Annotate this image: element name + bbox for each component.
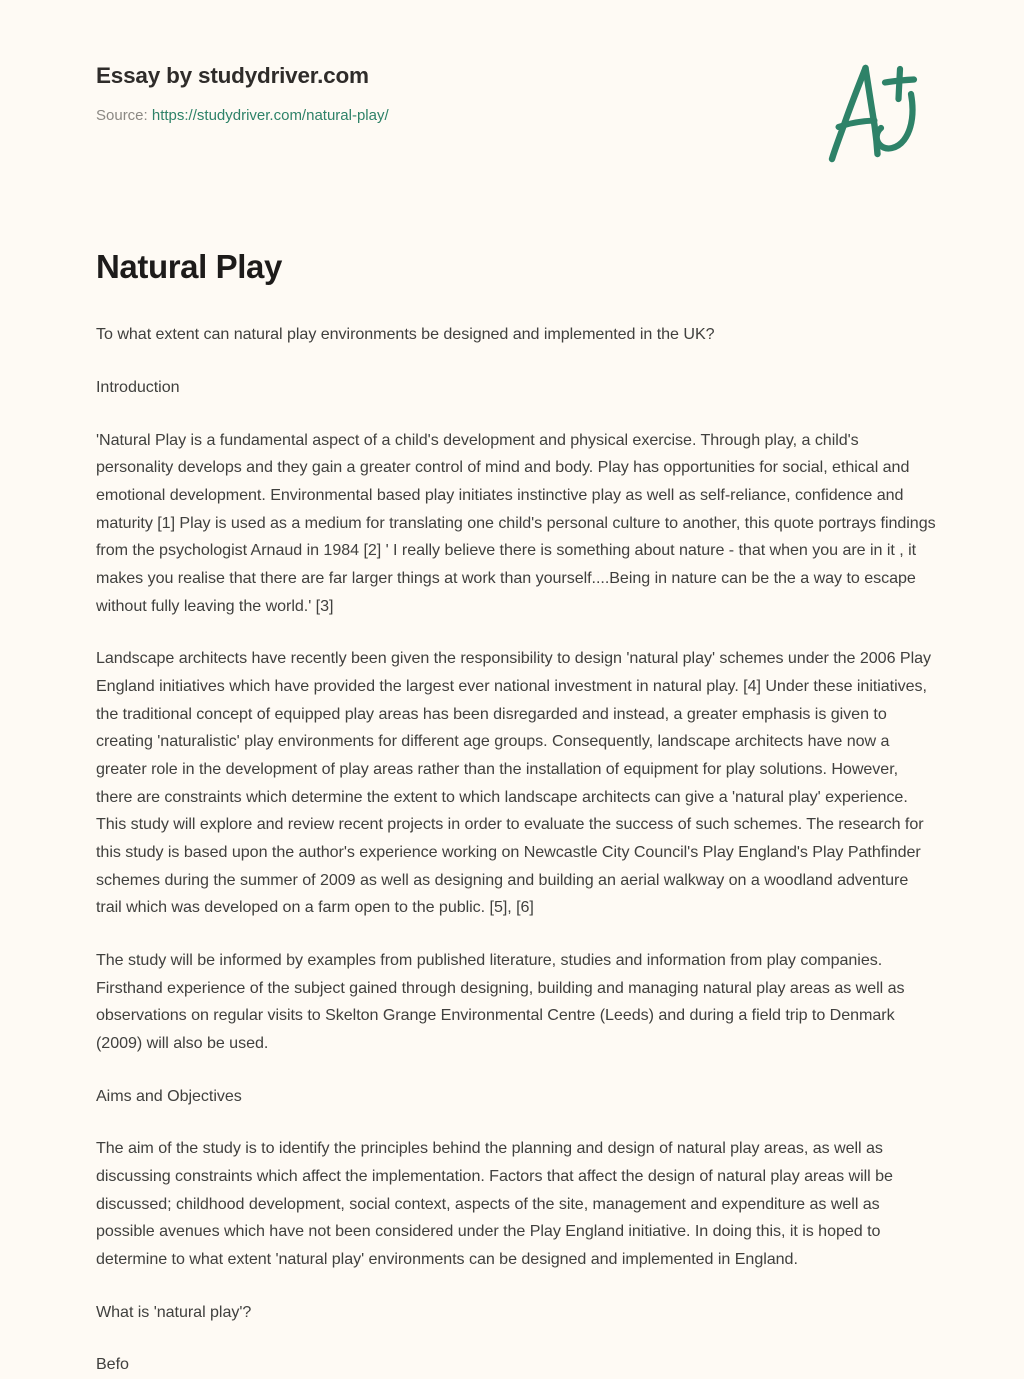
paragraph-landscape-architects: Landscape architects have recently been given the responsibility to design 'natural play' schemes under the 2006 Play England initiatives which have provided the largest ever national investment in natural play. [4] Under these initiatives, the traditional concept of equipped play areas has been disregarded and instead, a greater emphasis is given to creating 'naturalistic' play environments for different age groups. Consequently, landscape architects have now a greater role in the development of play areas rather than the installation of equipment for play solutions. However, there are constraints which determine the extent to which landscape architects can give a 'natural play' experience. This study will explore and review recent projects in order to evaluate the success of such schemes. The research for this study is based upon the author's experience working on Newcastle City Council's Play England's Play Pathfinder schemes during the summer of 2009 as well as designing and building an aerial walkway on a woodland adventure trail which was developed on a farm open to the public. [5], [6] [96,649,932,917]
page-header [0,0,1024,200]
paragraph-question: To what extent can natural play environments be designed and implemented in the UK? [96,325,715,344]
heading-aims-and-objectives: Aims and Objectives [96,1086,242,1105]
heading-what-is-natural-play: What is 'natural play'? [96,1302,252,1321]
paragraph-study-sources: The study will be informed by examples from published literature, studies and information from play companies. Firsthand experience of the subject gained through designing, building and managing natural play areas as well as observations on regular visits to Skelton Grange Environmental Centre (Leeds) and during a field trip to Denmark (2009) will also be used. [96,951,905,1053]
source-url-link[interactable]: https://studydriver.com/natural-play/ [151,107,389,124]
paragraph-aim-of-study: The aim of the study is to identify the principles behind the planning and design of natural play areas, as well as discussing constraints which affect the implementation. Factors that affect the design of natural play areas will be discussed; childhood development, social context, aspects of the site, management and expenditure as well as possible avenues which have not been considered under the Play England initiative. In doing this, it is hoped to determine to what extent 'natural play' environments can be designed and implemented in England. [96,1139,893,1269]
studydriver-a-plus-logo-icon [818,56,928,181]
paragraph-natural-play-definition: 'Natural Play is a fundamental aspect of a child's development and physical exercise. Through play, a child's personality develops and they gain a greater control of mind and body. Play has opportunities for social, ethical and emotional development. Environmental based play initiates instinctive play as well as self-reliance, confidence and maturity [1] Play is used as a medium for translating one child's personal culture to another, this quote portrays findings from the psychologist Arnaud in 1984 [2] ' I really believe there is something about nature - that when you are in it , it makes you realise that there are far larger things at work than yourself....Being in nature can be the a way to escape without fully leaving the world.' [3] [96,430,936,615]
article-body [96,321,938,1379]
source-label: Source: [96,107,152,124]
heading-introduction: Introduction [96,377,180,396]
article-container [96,246,938,1379]
paragraph-truncated: Befo [96,1355,129,1374]
essay-attribution: Essay by studydriver.com [96,63,369,88]
source-line [96,107,389,125]
header-meta-block [96,62,389,125]
page-title: Natural Play [96,248,282,285]
